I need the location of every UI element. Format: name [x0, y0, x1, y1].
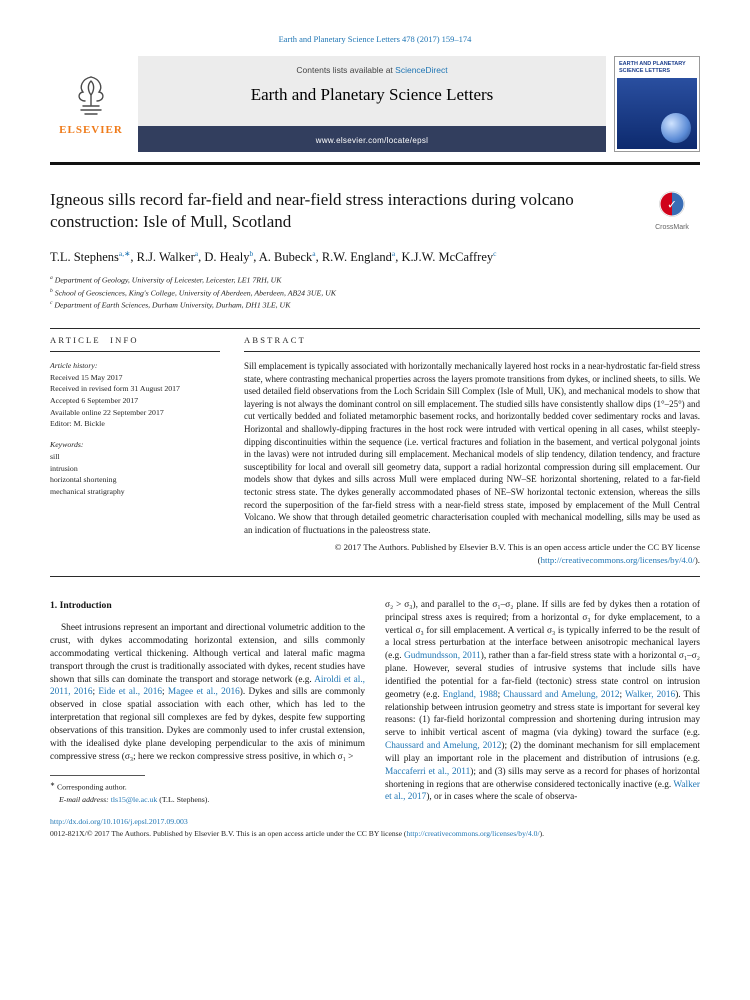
keyword: sill: [50, 451, 60, 461]
author: , R.J. Walker$^a$: [130, 250, 198, 264]
corresponding-author-note: ∗ Corresponding author.: [50, 782, 127, 792]
history-line: Available online 22 September 2017: [50, 407, 164, 417]
article-history-label: Article history:: [50, 361, 98, 371]
doi-url[interactable]: http://dx.doi.org/10.1016/j.epsl.2017.09.003: [50, 817, 188, 827]
citation-link[interactable]: Chaussard and Amelung, 2012: [385, 741, 502, 752]
affiliation-line: $^c$ Department of Earth Sciences, Durham University, Durham, DH1 3LE, UK: [50, 300, 291, 310]
text-run: ); (2) the dominant mechanism for sill emplacement will play an important role in the placement and distribution of intrusions (e.g.: [385, 741, 700, 764]
journal-title: Earth and Planetary Science Letters: [250, 85, 494, 104]
cover-title: EARTH AND PLANETARY SCIENCE LETTERS: [619, 61, 686, 74]
citation-link[interactable]: Walker et al., 2017: [385, 779, 700, 803]
citation-link[interactable]: Chaussard and Amelung, 2012: [503, 689, 620, 700]
email-line: [59, 794, 365, 806]
copyright-paren: (: [537, 554, 541, 565]
history-line: Received in revised form 31 August 2017: [50, 384, 180, 394]
elsevier-wordmark: ELSEVIER: [59, 123, 123, 136]
cc-license-link[interactable]: http://creativecommons.org/licenses/by/4.0/: [540, 554, 695, 565]
author-affiliation-sup: a: [194, 248, 199, 258]
doi-link: [50, 817, 700, 826]
intro-heading: 1. Introduction: [50, 599, 112, 611]
article-info-heading: ARTICLE INFO: [50, 329, 220, 352]
cc-license-link-footer[interactable]: http://creativecommons.org/licenses/by/4.0/: [406, 829, 540, 839]
text-run: ), or in cases where the scale of observa-: [426, 792, 578, 803]
citation-link[interactable]: Gudmundsson, 2011: [403, 651, 481, 662]
intro-paragraph-right: [385, 599, 700, 804]
author-affiliation-sup: c: [493, 248, 497, 258]
journal-header-box: [138, 56, 606, 152]
footnote-divider: [50, 775, 145, 776]
sciencedirect-link[interactable]: ScienceDirect: [395, 65, 448, 75]
cover-image: [617, 78, 697, 149]
citation-link[interactable]: Walker, 2016: [624, 689, 676, 700]
author: , K.J.W. McCaffrey$^c$: [395, 250, 496, 264]
crossmark-badge[interactable]: [644, 191, 700, 234]
author-affiliation-sup: a: [312, 248, 316, 258]
info-abstract-section: [50, 328, 700, 577]
main-text: [50, 599, 700, 805]
citation-link[interactable]: England, 1988: [442, 689, 498, 700]
history-line: Accepted 6 September 2017: [50, 396, 139, 406]
author: T.L. Stephens$^{a,∗}$: [50, 248, 131, 265]
right-column: [385, 599, 700, 805]
author-list: [50, 249, 700, 265]
article-info-column: [50, 329, 220, 566]
history-line: Received 15 May 2017: [50, 372, 123, 382]
text-run: ;: [162, 687, 168, 698]
email-label: E-mail address:: [59, 794, 109, 804]
abstract-text: Sill emplacement is typically associated with horizontally mechanically layered host rocks in a near-hydrostatic far-field stress state, where contrasting mechanical properties across the layers promote transitions from dykes, or inclined sheets, to sills. We used detailed field observations from the Loch Scridain Sill Complex (Isle of Mull, UK), and mechanical models to show that layering is not always the dominant control on sill emplacement. The studied sills have consistently shallow dips (1°–25°) and cut vertically bedded and foliated metamorphic basement rocks, and horizontally bedded cover sedimentary rocks and lavas. Horizontal and shallowly-dipping fractures in the host rock were intruded with vertical opening in all cases, whilst steeply-dipping discontinuities within the sequence (i.e. vertical fractures and foliation in the basement, and vertical polygonal joints in the lavas) were not intruded during sill emplacement. Mechanical models of slip tendency, dilation tendency, and fracture susceptibility for local and overall sill geometry data, support a radial horizontal compression during sill emplacement. Our models show that dykes and sills across Mull were emplaced during NW–SE horizontal shortening, related to a far-field tectonic stress state. The dykes generally accommodated phases of NE–SW horizontal tectonic extension, whereas the sills record the superposition of the far-field stress with a near-field stress state, imposed by emplacement of the Mull Central Volcano. We show that through detailed geometric characterisation coupled with mechanical modelling, sills may be used as an indication of fluctuations in the paleostress state.: [244, 361, 700, 535]
keywords-label: Keywords:: [50, 440, 84, 450]
copyright-line: [244, 541, 700, 566]
crossmark-icon: [659, 197, 685, 221]
citation-link[interactable]: Magee et al., 2016: [167, 687, 240, 698]
title-row: [50, 189, 700, 234]
author: , R.W. England$^a$: [316, 250, 396, 264]
elsevier-tree-icon: [68, 73, 114, 122]
text-run: ). This relationship between intrusion geometry and stress state is important for several key reasons: (1) far-field horizontal compression and shortening during intrusion may serve to inhibit vertical ascent of magma (via dyking) toward the surface (e.g.: [385, 689, 700, 739]
globe-icon: [661, 113, 691, 143]
copyright-paren: ).: [694, 554, 700, 565]
article-title: Igneous sills record far-field and near-field stress interactions during volcano construction: Isle of Mull, Scotland: [50, 190, 574, 232]
footnote: [50, 763, 365, 805]
svg-text:✓: ✓: [666, 197, 678, 212]
text-run: ;: [497, 689, 504, 700]
keyword: horizontal shortening: [50, 475, 117, 485]
issn-suffix: ).: [539, 829, 545, 839]
citation-link[interactable]: Eide et al., 2016: [98, 687, 162, 698]
email-suffix: (T.L. Stephens).: [157, 794, 210, 804]
author-affiliation-sup: a,∗: [118, 248, 131, 258]
contents-line: [138, 65, 606, 75]
elsevier-logo: [50, 56, 132, 152]
intro-paragraph-left: [50, 622, 365, 763]
text-run: Sheet intrusions represent an important and directional volumetric addition to the crust, with dykes accommodating horizontal extension, and sills commonly accommodating vertical thickening. Although vertical and lateral mafic magma transport through the crust is traditionally associated with dykes, recent studies have shown that sills can dominate the transport and storage network (e.g.: [50, 623, 365, 685]
abstract-column: [244, 329, 700, 566]
author-affiliation-sup: b: [249, 248, 254, 258]
author: , A. Bubeck$^a$: [253, 250, 315, 264]
author-affiliation-sup: a: [391, 248, 396, 258]
citation-link[interactable]: Maccaferri et al., 2011: [385, 766, 471, 777]
email-link[interactable]: tls15@le.ac.uk: [110, 794, 158, 804]
history-line: Editor: M. Bickle: [50, 419, 105, 429]
author: , D. Healy$^b$: [198, 250, 253, 264]
crossmark-label: CrossMark: [655, 224, 689, 231]
text-run: ). Dykes and sills are commonly observed in close spatial association with each other, which has led to the interpretation that regional sill complexes are fed by dykes, despite few supporting observations of this transition. Dykes are commonly used to infer crustal extension, with the idealised dyke plane developing perpendicular to the axis of minimum compressive stress (σ₃; here we reckon compressive stress positive, in which σ₁ >: [50, 687, 365, 762]
text-run: ;: [92, 687, 99, 698]
affiliation-list: [50, 274, 700, 312]
text-run: ;: [619, 689, 625, 700]
text-run: ), rather than a far-field stress state with a horizontal σ₁–σ₂ plane. However, several studies of intrusive systems that include sills have identified the potential for a far-field (tectonic) stress state control on intrusion geometry (e.g.: [385, 651, 701, 700]
header-divider: [50, 162, 700, 165]
journal-citation-link[interactable]: Earth and Planetary Science Letters 478 (2017) 159–174: [278, 34, 472, 44]
journal-url-bar: [138, 126, 606, 152]
issn-text: 0012-821X/© 2017 The Authors. Published by Elsevier B.V. This is an open access article under the CC BY license (: [50, 829, 407, 839]
copyright-text: © 2017 The Authors. Published by Elsevier B.V. This is an open access article under the CC BY license: [334, 542, 700, 553]
journal-cover-thumbnail: [614, 56, 700, 152]
citation-link[interactable]: Airoldi et al., 2011, 2016: [50, 674, 365, 698]
abstract-heading: ABSTRACT: [244, 329, 700, 352]
keyword: mechanical stratigraphy: [50, 486, 125, 496]
contents-prefix: Contents lists available at: [296, 65, 396, 75]
affiliation-line: $^b$ School of Geosciences, King's College, University of Aberdeen, Aberdeen, AB24 3UE, UK: [50, 287, 336, 298]
journal-url-link[interactable]: www.elsevier.com/locate/epsl: [315, 136, 429, 145]
issn-copyright-line: [50, 829, 700, 838]
keyword: intrusion: [50, 463, 78, 473]
journal-header-band: [50, 56, 700, 152]
text-run: ); and (3) sills may serve as a record for phases of horizontal shortening in regions that are otherwise considered tectonically inactive (e.g.: [385, 766, 700, 790]
text-run: σ₂ > σ₃), and parallel to the σ₁–σ₂ plane. If sills are fed by dykes then a rotation of principal stress axes is required; from a horizontal σ₃ for dyke emplacement, to a vertical σ₃ for sill emplacement. A vertical σ₃ is typically inferred to be the result of a local stress perturbation at the interface between anisotropic mechanical layers (e.g.: [385, 599, 700, 662]
affiliation-line: $^a$ Department of Geology, University of Leicester, Leicester, LE1 7RH, UK: [50, 275, 282, 285]
left-column: [50, 599, 365, 805]
